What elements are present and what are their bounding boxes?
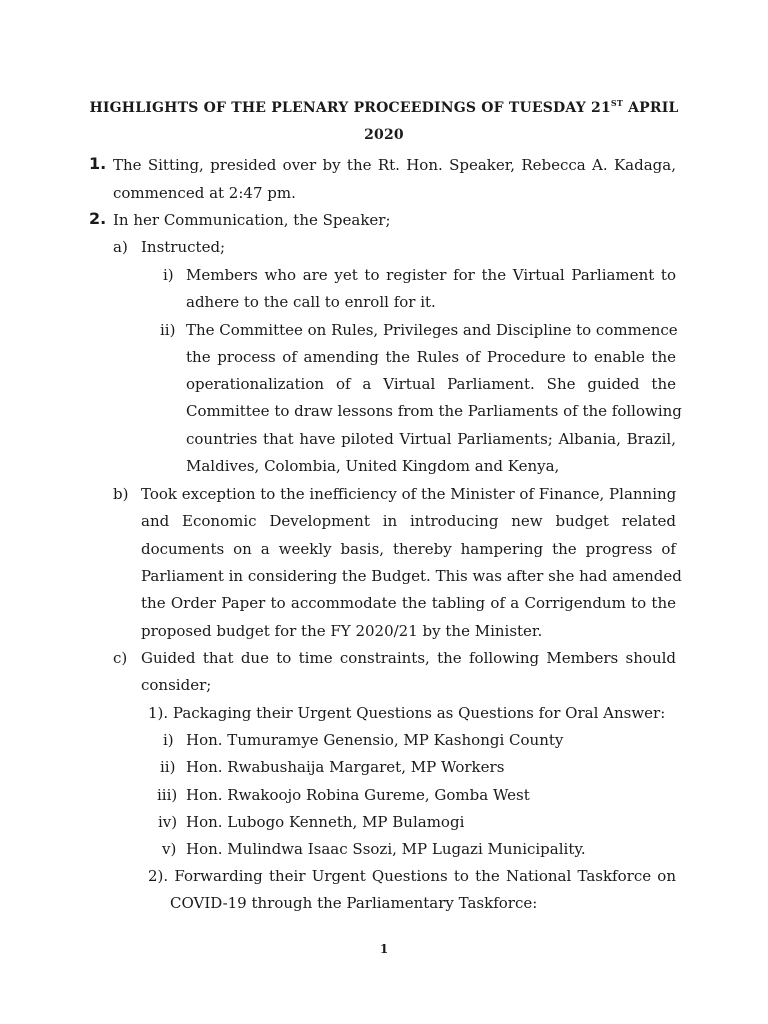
a-ii-line-4: Committee to draw lessons from the Parliaments of the following	[186, 402, 682, 420]
title-year: 2020	[364, 127, 404, 143]
p1-line-2: commenced at 2:47 pm.	[113, 184, 296, 202]
a-i-line-2: adhere to the call to enroll for it.	[186, 293, 436, 311]
roman-label-ii: ii)	[160, 321, 176, 339]
title-line-1-end: APRIL	[623, 100, 679, 116]
page-number: 1	[379, 942, 389, 956]
member-4: Hon. Lubogo Kenneth, MP Bulamogi	[186, 813, 465, 831]
b-line-6: proposed budget for the FY 2020/21 by the Minister.	[141, 622, 543, 640]
sub-item-label-a: a)	[113, 238, 128, 256]
sub-item-label-c: c)	[113, 649, 128, 667]
b-line-3: documents on a weekly basis, thereby hampering the progress of	[141, 540, 676, 558]
member-5: Hon. Mulindwa Isaac Ssozi, MP Lugazi Municipality.	[186, 840, 586, 858]
b-line-1: Took exception to the inefficiency of the Minister of Finance, Planning	[141, 485, 677, 503]
roman-label-i: i)	[163, 266, 174, 284]
a-ii-line-2: the process of amending the Rules of Procedure to enable the	[186, 348, 676, 366]
item-number-2: 2.	[89, 209, 107, 228]
b-line-5: the Order Paper to accommodate the tabling of a Corrigendum to the	[141, 594, 676, 612]
a-ii-line-5: countries that have piloted Virtual Parliaments; Albania, Brazil,	[186, 430, 676, 448]
a-ii-line-3: operationalization of a Virtual Parliament. She guided the	[186, 375, 676, 393]
a-line-1: Instructed;	[141, 238, 226, 256]
p2-line-1: In her Communication, the Speaker;	[113, 211, 391, 229]
member-label-i: i)	[163, 731, 174, 749]
a-ii-line-6: Maldives, Colombia, United Kingdom and Kenya,	[186, 457, 560, 475]
c-subpoint-2-line-1: 2). Forwarding their Urgent Questions to the National Taskforce on	[148, 867, 676, 885]
title-superscript: ST	[610, 98, 624, 108]
page-title	[80, 90, 688, 149]
member-3: Hon. Rwakoojo Robina Gureme, Gomba West	[186, 786, 530, 804]
title-line-1: HIGHLIGHTS OF THE PLENARY PROCEEDINGS OF TUESDAY 21	[89, 100, 611, 116]
p1-line-1: The Sitting, presided over by the Rt. Hon. Speaker, Rebecca A. Kadaga,	[113, 156, 676, 174]
member-1: Hon. Tumuramye Genensio, MP Kashongi County	[186, 731, 564, 749]
member-label-iv: iv)	[158, 813, 178, 831]
member-label-v: v)	[162, 840, 177, 858]
member-2: Hon. Rwabushaija Margaret, MP Workers	[186, 758, 505, 776]
b-line-4: Parliament in considering the Budget. This was after she had amended	[141, 567, 682, 585]
c-subpoint-2-line-2: COVID-19 through the Parliamentary Taskforce:	[170, 894, 538, 912]
member-label-ii: ii)	[160, 758, 176, 776]
a-i-line-1: Members who are yet to register for the Virtual Parliament to	[186, 266, 676, 284]
b-line-2: and Economic Development in introducing new budget related	[141, 512, 676, 530]
c-subpoint-1: 1). Packaging their Urgent Questions as Questions for Oral Answer:	[148, 704, 666, 722]
c-line-2: consider;	[141, 676, 212, 694]
a-ii-line-1: The Committee on Rules, Privileges and Discipline to commence	[186, 321, 678, 339]
item-number-1: 1.	[89, 154, 107, 173]
sub-item-label-b: b)	[113, 485, 129, 503]
c-line-1: Guided that due to time constraints, the following Members should	[141, 649, 676, 667]
member-label-iii: iii)	[157, 786, 178, 804]
